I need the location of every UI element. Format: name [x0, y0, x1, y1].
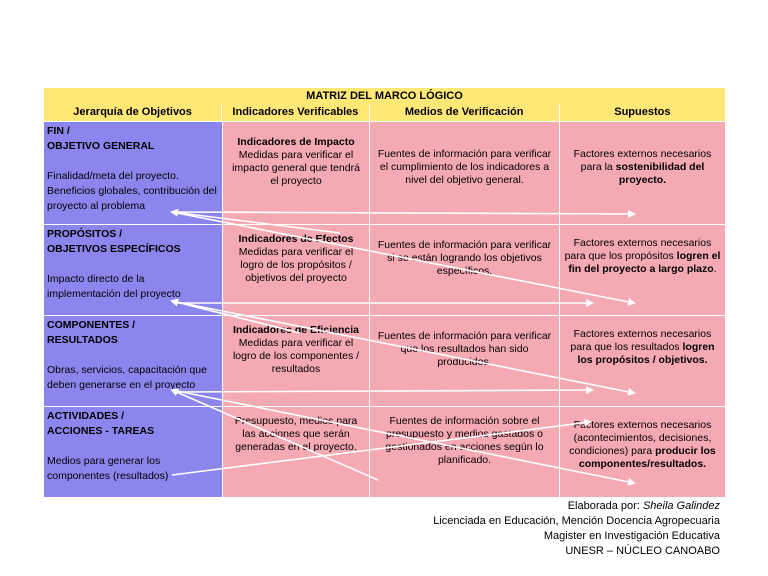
arrow-line: [172, 301, 634, 393]
arrow-line: [172, 301, 300, 333]
objective-level-sub: ACCIONES - TAREAS: [47, 425, 155, 437]
arrow-line: [172, 390, 634, 483]
assumption-end: .: [713, 263, 717, 275]
objective-level: COMPONENTES /: [47, 319, 136, 331]
header-indicators: Indicadores Verificables: [221, 104, 368, 121]
objective-level: FIN /: [47, 125, 70, 137]
indicator-text: Medidas para verificar el logro de los propósitos / objetivos del proyecto: [238, 246, 354, 284]
assumption-text: Factores externos necesarios para la: [573, 148, 712, 173]
header-assumptions: Supuestos: [559, 104, 725, 121]
assumption-bold: logren el fin del proyecto a largo plazo: [568, 250, 721, 275]
arrow-line: [172, 422, 590, 475]
objective-level: PROPÓSITOS /: [47, 228, 123, 240]
credits-degree: Licenciada en Educación, Mención Docencia Agropecuaria: [433, 515, 720, 527]
assumption-text: Factores externos necesarios para que los propósitos: [564, 237, 712, 262]
objective-description: Finalidad/meta del proyecto. Beneficios globales, contribución del proyecto al problema: [47, 170, 217, 212]
indicator-text: Medidas para verificar el impacto general que tendrá el proyecto: [232, 149, 360, 187]
arrow-line: [172, 390, 378, 480]
credits-block: [433, 499, 720, 559]
verification-cell: Fuentes de información sobre el presupuesto y medios gastados o gestionados en acciones según lo planificado.: [369, 407, 559, 497]
objective-level-sub: RESULTADOS: [47, 334, 118, 346]
objective-description: Impacto directo de la implementación del proyecto: [47, 273, 181, 300]
verification-cell: Fuentes de información para verificar el cumplimiento de los indicadores a nivel del objetivo general.: [369, 122, 559, 224]
indicator-title: Indicadores de Eficiencia: [232, 324, 360, 336]
credits-institution: UNESR – NÚCLEO CANOABO: [565, 545, 720, 557]
arrow-line: [176, 212, 634, 214]
objective-description: Obras, servicios, capacitación que deben generarse en el proyecto: [47, 364, 207, 391]
verification-cell: Fuentes de información para verificar que los resultados han sido producidos.: [369, 316, 559, 406]
credits-author: Sheila Galindez: [642, 500, 720, 512]
header-objectives: Jerarquía de Objetivos: [73, 106, 192, 118]
indicator-text: Presupuesto, medios para las acciones que serán generadas en el proyecto.: [234, 415, 358, 453]
credits-prefix: Elaborada por:: [567, 500, 643, 512]
header-verification: Medios de Verificación: [369, 104, 559, 121]
objective-level-sub: OBJETIVO GENERAL: [47, 140, 155, 152]
indicator-title: Indicadores de Impacto: [237, 136, 355, 148]
arrow-line: [172, 212, 340, 233]
assumption-bold: logren los propósitos / objetivos.: [577, 341, 715, 366]
indicator-text: Medidas para verificar el logro de los componentes / resultados: [232, 337, 360, 375]
assumption-bold: sostenibilidad del proyecto.: [615, 161, 705, 186]
objective-level-sub: OBJETIVOS ESPECÍFICOS: [47, 243, 181, 255]
arrow-line: [176, 390, 592, 392]
objective-level: ACTIVIDADES /: [47, 410, 125, 422]
objective-description: Medios para generar los componentes (resultados): [47, 455, 169, 482]
assumption-text: Factores externos necesarios para que los resultados: [570, 328, 712, 353]
arrow-line: [172, 212, 634, 303]
indicator-title: Indicadores de Efectos: [238, 233, 354, 245]
credits-author-line: [433, 499, 720, 514]
assumption-text: Factores externos necesarios (acontecimientos, decisiones, condiciones) para: [569, 419, 712, 457]
credits-masters: Magister en Investigación Educativa: [543, 530, 720, 542]
verification-cell: Fuentes de información para verificar si se están logrando los objetivos específicos.: [369, 225, 559, 315]
matrix-title: MATRIZ DEL MARCO LÓGICO: [44, 88, 725, 104]
assumption-bold: producir los componentes/resultados.: [578, 445, 716, 470]
